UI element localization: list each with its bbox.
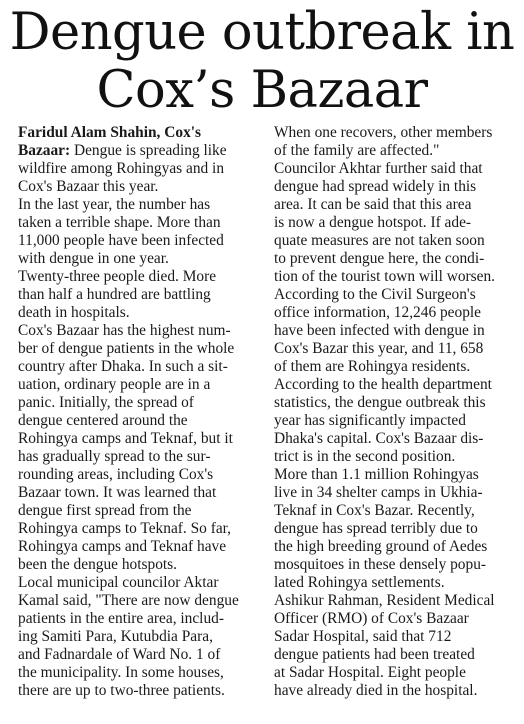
article-line: statistics, the dengue outbreak this	[274, 394, 486, 411]
article-line: patients in the entire area, includ-	[18, 610, 224, 627]
headline-line-1: Dengue outbreak in	[9, 3, 515, 62]
article-line: of them are Rohingya residents.	[274, 358, 471, 375]
article-line: the high breeding ground of Aedes	[274, 538, 488, 555]
article-line: Teknaf in Cox's Bazar. Recently,	[274, 502, 475, 519]
article-line	[18, 142, 258, 160]
article-line: mosquitoes in these densely popu-	[274, 556, 487, 573]
article-line: According to the health department	[274, 376, 492, 393]
article-line: been the dengue hotspots.	[18, 556, 178, 573]
article-line: and Fadnardale of Ward No. 1 of	[18, 646, 221, 663]
article-line: wildfire among Rohingyas and in	[18, 160, 225, 177]
article-line: Rohingya camps and Teknaf, but it	[18, 430, 233, 447]
article-line: dengue first spread from the	[18, 502, 192, 519]
article-line: ber of dengue patients in the whole	[18, 340, 235, 357]
article-line: at Sadar Hospital. Eight people	[274, 664, 466, 681]
article-line: 11,000 people have been infected	[18, 232, 224, 249]
article-line: death in hospitals.	[18, 304, 130, 321]
article-line: Bazaar town. It was learned that	[18, 484, 217, 501]
byline-location: Bazaar:	[18, 142, 71, 159]
article-line: than half a hundred are battling	[18, 286, 211, 303]
article-line: Sadar Hospital, said that 712	[274, 628, 452, 645]
article-line: Cox's Bazaar this year.	[18, 178, 159, 195]
article-line: uation, ordinary people are in a	[18, 376, 211, 393]
article-line: Cox's Bazaar has the highest num-	[18, 322, 231, 339]
article-column-right	[274, 124, 514, 700]
article-line: ing Samiti Para, Kutubdia Para,	[18, 628, 213, 645]
article-line: Local municipal councilor Aktar	[18, 574, 219, 591]
article-line: panic. Initially, the spread of	[18, 394, 194, 411]
article-line: dengue has spread terribly due to	[274, 520, 478, 537]
article-line: Dhaka's capital. Cox's Bazaar dis-	[274, 430, 484, 447]
article-line: Cox's Bazar this year, and 11, 658	[274, 340, 484, 357]
article-line: country after Dhaka. In such a sit-	[18, 358, 228, 375]
article-line: dengue patients had been treated	[274, 646, 475, 663]
article-line: dengue centered around the	[18, 412, 188, 429]
article-line: have been infected with dengue in	[274, 322, 485, 339]
article-line: of the family are affected."	[274, 142, 440, 159]
article-line: with dengue in one year.	[18, 250, 169, 267]
article-line: trict is in the second position.	[274, 448, 456, 465]
article-line: area. It can be said that this area	[274, 196, 472, 213]
article-line: quate measures are not taken soon	[274, 232, 485, 249]
byline-line	[18, 124, 258, 142]
article-line: Twenty-three people died. More	[18, 268, 217, 285]
article-line: taken a terrible shape. More than	[18, 214, 221, 231]
article-line: More than 1.1 million Rohingyas	[274, 466, 479, 483]
article-line: dengue had spread widely in this	[274, 178, 477, 195]
article-line: Rohingya camps to Teknaf. So far,	[18, 520, 232, 537]
article-text: Dengue is spreading like	[70, 142, 227, 159]
headline-line-2: Cox’s Bazaar	[96, 61, 428, 120]
article-line: office information, 12,246 people	[274, 304, 482, 321]
article-line: has gradually spread to the sur-	[18, 448, 211, 465]
article-line: is now a dengue hotspot. If ade-	[274, 214, 472, 231]
article-line: there are up to two-three patients.	[18, 682, 225, 699]
article-line: live in 34 shelter camps in Ukhia-	[274, 484, 483, 501]
article-line: lated Rohingya settlements.	[274, 574, 445, 591]
article-line: Officer (RMO) of Cox's Bazaar	[274, 610, 469, 627]
article-line: Rohingya camps and Teknaf have	[18, 538, 227, 555]
article-line: rounding areas, including Cox's	[18, 466, 214, 483]
article-line: Kamal said, "There are now dengue	[18, 592, 239, 609]
article-line: to prevent dengue here, the condi-	[274, 250, 485, 267]
article-line: have already died in the hospital.	[274, 682, 478, 699]
article-line: According to the Civil Surgeon's	[274, 286, 476, 303]
article-line: year has significantly impacted	[274, 412, 466, 429]
article-line: Councilor Akhtar further said that	[274, 160, 483, 177]
article-column-left	[18, 124, 258, 700]
article-line: tion of the tourist town will worsen.	[274, 268, 496, 285]
article-line: In the last year, the number has	[18, 196, 211, 213]
article-line: the municipality. In some houses,	[18, 664, 224, 681]
article-line: Ashikur Rahman, Resident Medical	[274, 592, 495, 609]
headline	[0, 4, 524, 120]
byline-author: Faridul Alam Shahin, Cox's	[18, 124, 202, 141]
article-line: When one recovers, other members	[274, 124, 493, 141]
